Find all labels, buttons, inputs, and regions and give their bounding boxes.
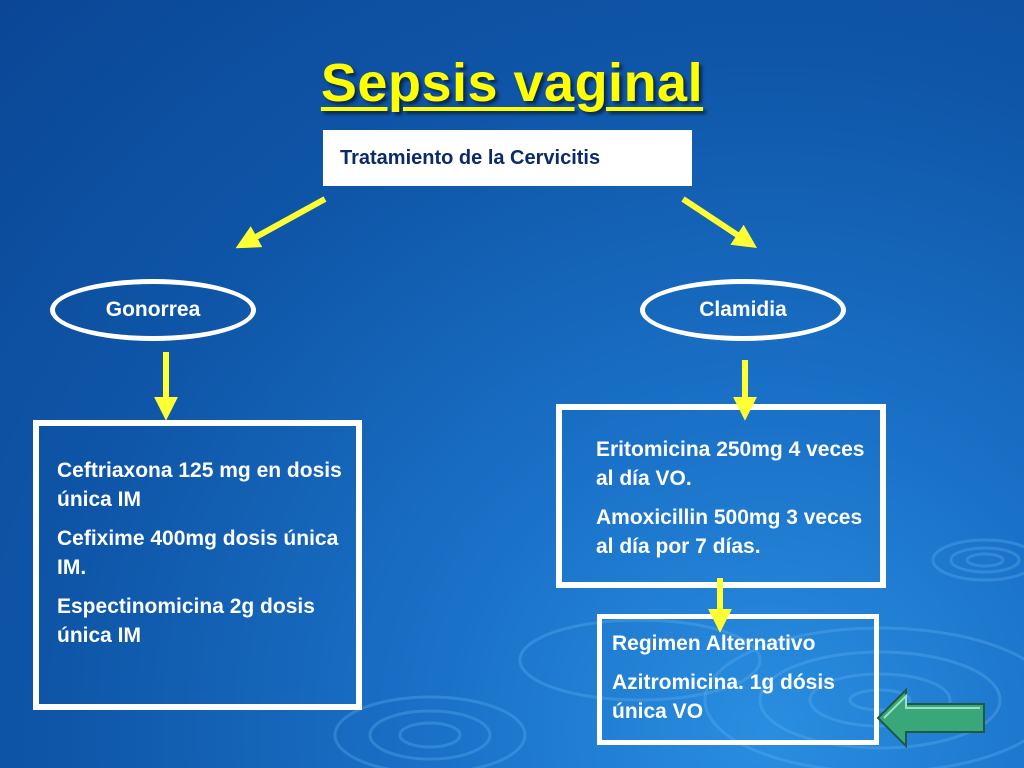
root-node-label: Tratamiento de la Cervicitis — [340, 146, 601, 169]
clamidia-treatment-2: Amoxicillin 500mg 3 veces al día por 7 días. — [596, 506, 863, 558]
gonorrea-node — [50, 279, 256, 341]
root-node-box — [323, 130, 692, 186]
clamidia-treatment-box — [556, 404, 886, 588]
alternative-regimen-box — [597, 614, 879, 745]
back-arrow-icon[interactable] — [876, 688, 986, 748]
gonorrea-label: Gonorrea — [105, 298, 201, 321]
gonorrea-treatment-box — [33, 420, 362, 710]
gonorrea-treatment-2: Cefixime 400mg dosis única IM. — [57, 527, 339, 579]
gonorrea-treatment-3: Espectinomicina 2g dosis única IM — [57, 595, 315, 647]
alternative-heading: Regimen Alternativo — [612, 632, 816, 655]
slide-title: Sepsis vaginal — [320, 53, 704, 113]
clamidia-label: Clamidia — [699, 298, 787, 321]
clamidia-node — [640, 279, 846, 341]
clamidia-treatment-1: Eritomicina 250mg 4 veces al día VO. — [596, 438, 865, 490]
alternative-treatment: Azitromicina. 1g dósis única VO — [612, 671, 835, 723]
gonorrea-treatment-1: Ceftriaxona 125 mg en dosis única IM — [57, 459, 342, 511]
